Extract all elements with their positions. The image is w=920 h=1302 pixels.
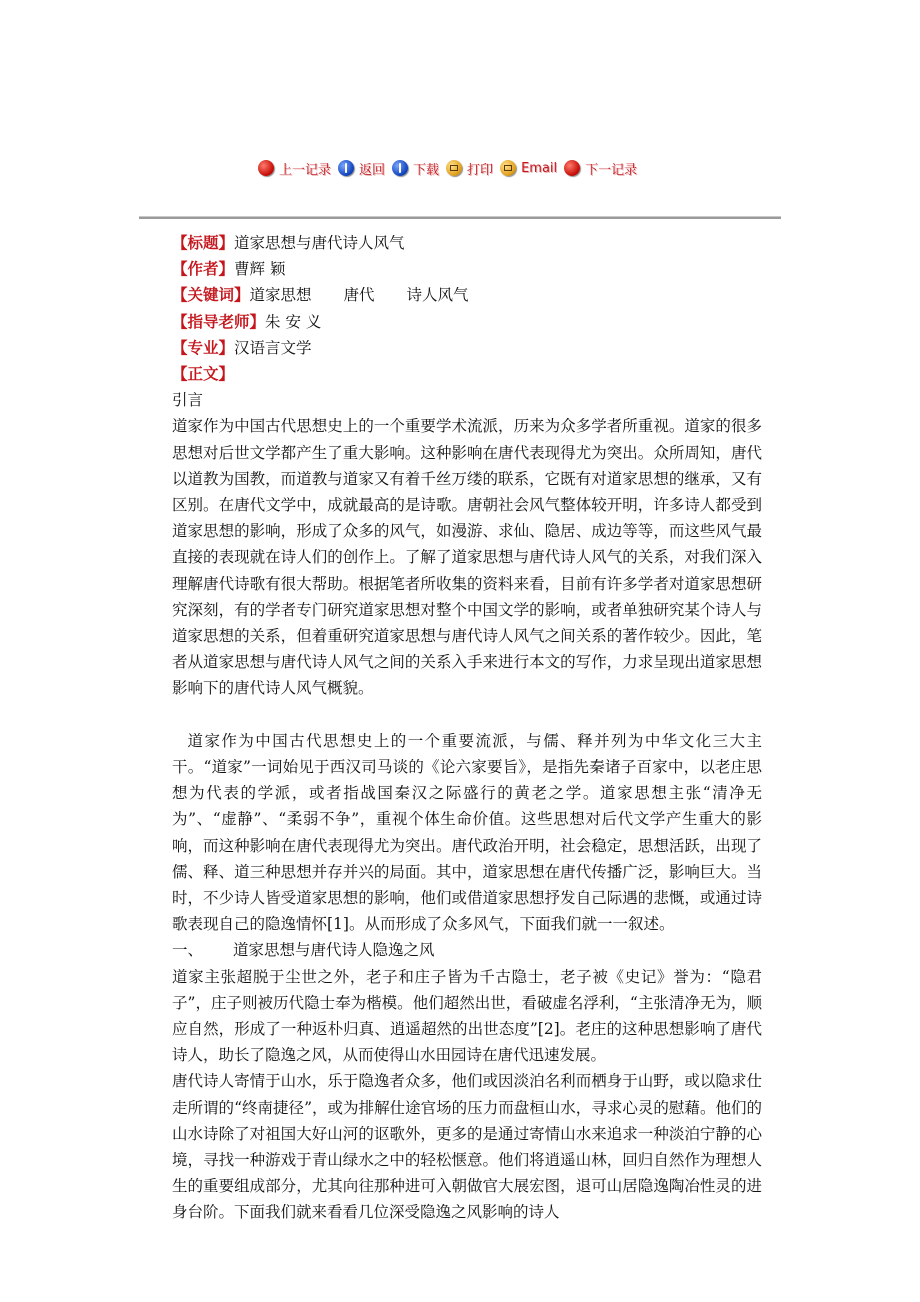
keyword: 道家思想	[249, 286, 312, 305]
back-label: 返回	[359, 162, 386, 178]
download-icon	[392, 160, 408, 176]
article-title: 道家思想与唐代诗人风气	[234, 234, 405, 252]
author-label: 【作者】	[172, 259, 235, 279]
meta-title-row	[172, 230, 762, 256]
email-label: Email	[521, 160, 558, 176]
article-major: 汉语言文学	[234, 338, 312, 357]
keywords-label: 【关键词】	[172, 285, 250, 305]
horizontal-divider	[139, 216, 781, 219]
print-label: 打印	[467, 162, 494, 178]
major-label: 【专业】	[172, 337, 235, 357]
email-button[interactable]	[500, 160, 561, 176]
next-arrow-icon	[564, 160, 580, 176]
article-advisor: 朱 安 义	[265, 312, 322, 331]
title-label: 【标题】	[172, 233, 235, 252]
prev-record-label: 上一记录	[279, 162, 332, 178]
intro-paragraph: 道家作为中国古代思想史上的一个重要学术流派，历来为众多学者所重视。道家的很多思想对后世文学都产生了重大影响。这种影响在唐代表现得尤为突出。众所周知，唐代以道教为国教，而道教与道家又有着千丝万缕的联系，它既有对道家思想的继承，又有区别。在唐代文学中，成就最高的是诗歌。唐朝社会风气整体较开明，许多诗人都受到道家思想的影响，形成了众多的风气，如漫游、求仙、隐居、成边等等，而这些风气最直接的表现就在诗人们的创作上。了解了道家思想与唐代诗人风气的关系，对我们深入理解唐代诗歌有很大帮助。根据笔者所收集的资料来看，目前有许多学者对道家思想研究深刻，有的学者专门研究道家思想对整个中国文学的影响，或者单独研究某个诗人与道家思想的关系，但着重研究道家思想与唐代诗人风气之间关系的著作较少。因此，笔者从道家思想与唐代诗人风气之间的关系入手来进行本文的写作，力求呈现出道家思想影响下的唐代诗人风气概貌。	[172, 417, 762, 698]
section-1-title: 道家思想与唐代诗人隐逸之风	[233, 941, 435, 960]
download-button[interactable]	[392, 159, 443, 178]
meta-author-row	[172, 256, 762, 282]
back-info-icon	[338, 160, 354, 176]
next-record-button[interactable]	[564, 159, 641, 178]
meta-body-row	[172, 361, 762, 387]
paragraph-2: 道家作为中国古代思想史上的一个重要流派，与儒、释并列为中华文化三大主干。“道家”一词始见于西汉司马谈的《论六家要旨》，是指先秦诸子百家中，以老庄思想为代表的学派，或者指战国秦汉之际盛行的黄老之学。道家思想主张“清净无为”、“虚静”、“柔弱不争”，重视个体生命价值。这些思想对后代文学产生重大的影响，而这种影响在唐代表现得尤为突出。唐代政治开明，社会稳定，思想活跃，出现了儒、释、道三种思想并存并兴的局面。其中，道家思想在唐代传播广泛，影响巨大。当时，不少诗人皆受道家思想的影响，他们或借道家思想抒发自己际遇的悲慨，或通过诗歌表现自己的隐逸情怀[1]。从而形成了众多风气，下面我们就一一叙述。	[172, 731, 762, 934]
intro-heading: 引言	[172, 391, 204, 410]
next-record-label: 下一记录	[585, 162, 638, 178]
section-1-number: 一、	[172, 941, 204, 960]
article-author: 曹辉 颖	[234, 260, 286, 279]
paragraph-spacer	[172, 702, 762, 728]
print-icon	[446, 160, 462, 176]
prev-record-button[interactable]	[258, 159, 335, 178]
meta-advisor-row	[172, 309, 762, 335]
keyword: 唐代	[343, 286, 375, 305]
paragraph-3: 道家主张超脱于尘世之外，老子和庄子皆为千古隐士，老子被《史记》誉为：“隐君子”，庄子则被历代隐士奉为楷模。他们超然出世，看破虚名浮利，“主张清净无为，顺应自然，形成了一种返朴归真、逍遥超然的出世态度”[2]。老庄的这种思想影响了唐代诗人，助长了隐逸之风，从而使得山水田园诗在唐代迅速发展。	[172, 967, 762, 1065]
article-content	[172, 230, 762, 1226]
section-1-heading	[172, 937, 762, 963]
advisor-label: 【指导老师】	[172, 311, 266, 331]
keyword: 诗人风气	[406, 286, 469, 305]
back-button[interactable]	[338, 159, 389, 178]
download-label: 下载	[413, 162, 440, 178]
meta-major-row	[172, 335, 762, 361]
paragraph-4: 唐代诗人寄情于山水，乐于隐逸者众多，他们或因淡泊名利而栖身于山野，或以隐求仕走所谓的“终南捷径”，或为排解仕途官场的压力而盘桓山水，寻求心灵的慰藉。他们的山水诗除了对祖国大好山河的讴歌外，更多的是通过寄情山水来追求一种淡泊宁静的心境，寻找一种游戏于青山绿水之中的轻松惬意。他们将逍遥山林，回归自然作为理想人生的重要组成部分，尤其向往那种进可入朝做官大展宏图，退可山居隐逸陶冶性灵的进身台阶。下面我们就来看看几位深受隐逸之风影响的诗人	[172, 1072, 762, 1222]
meta-keywords-row	[172, 282, 762, 308]
record-toolbar	[258, 155, 644, 181]
email-icon	[500, 160, 516, 176]
prev-arrow-icon	[258, 160, 274, 176]
body-label: 【正文】	[172, 363, 235, 383]
print-button[interactable]	[446, 159, 497, 178]
